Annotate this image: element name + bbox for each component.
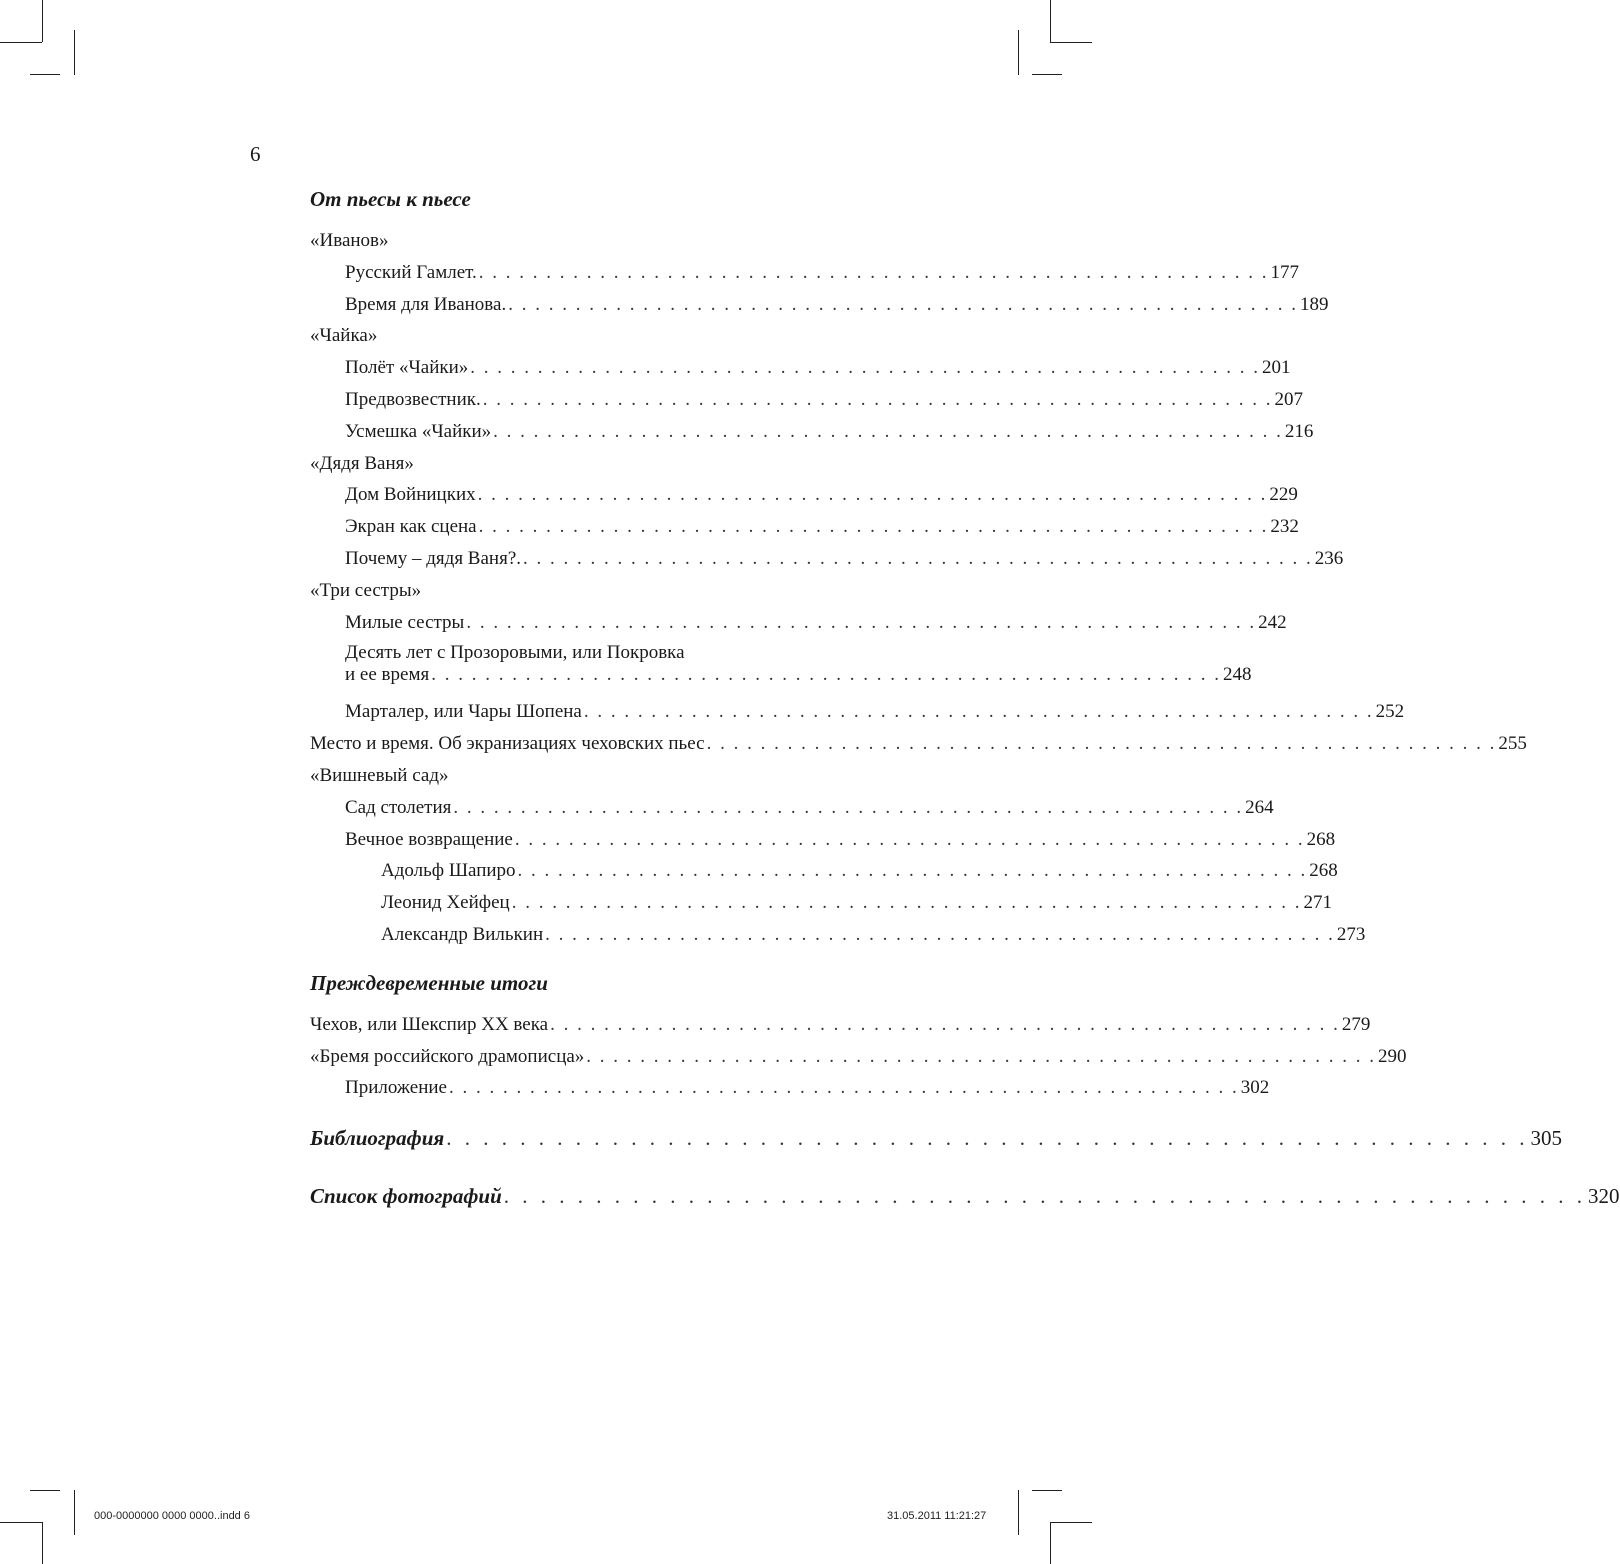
entry-title: «Бремя российского драмописца» bbox=[310, 1041, 584, 1073]
dot-leader: . . . . . . . . . . . . . . . . . . . . . . . . . . . . . . . . . . . . . . . . . . . . . . . . . . . . . . . . . . . bbox=[478, 261, 1269, 283]
entry-title: «Иванов» bbox=[310, 225, 389, 257]
section-entries bbox=[310, 1009, 1407, 1104]
toc-entry[interactable] bbox=[310, 824, 1336, 856]
entry-page: 177 bbox=[1271, 257, 1300, 289]
dot-leader: . . . . . . . . . . . . . . . . . . . . . . . . . . . . . . . . . . . . . . . . . . . . . . . . . . . . . . . . . . . bbox=[545, 923, 1335, 945]
entry-title: Милые сестры bbox=[345, 607, 464, 639]
toc-entry[interactable] bbox=[310, 543, 1344, 575]
crop-mark bbox=[1018, 1490, 1019, 1535]
crop-mark bbox=[1032, 1490, 1062, 1491]
toc-entry[interactable] bbox=[310, 887, 1332, 919]
entry-title: «Вишневый сад» bbox=[310, 760, 449, 792]
toc-entry-photo-list[interactable] bbox=[310, 1180, 1620, 1212]
crop-mark bbox=[30, 1490, 60, 1491]
entry-title: Усмешка «Чайки» bbox=[345, 416, 491, 448]
entry-page: 273 bbox=[1337, 919, 1366, 951]
dot-leader: . . . . . . . . . . . . . . . . . . . . . . . . . . . . . . . . . . . . . . . . . . . . . . . . . . . . . . . . . . . bbox=[453, 796, 1244, 818]
toc-entry[interactable] bbox=[310, 919, 1366, 951]
entry-title: Полёт «Чайки» bbox=[345, 352, 468, 384]
entry-page: 252 bbox=[1376, 696, 1405, 728]
dot-leader: . . . . . . . . . . . . . . . . . . . . . . . . . . . . . . . . . . . . . . . . . . . . . . . . . . . . . . . . . . . bbox=[470, 357, 1261, 379]
crop-mark bbox=[0, 1522, 42, 1523]
entry-title: «Дядя Ваня» bbox=[310, 448, 414, 480]
entry-page: 207 bbox=[1275, 384, 1304, 416]
entry-title: Почему – дядя Ваня?. bbox=[345, 543, 521, 575]
entry-title: и ее время bbox=[345, 664, 430, 686]
toc-entry[interactable] bbox=[310, 638, 1252, 696]
dot-leader: . . . . . . . . . . . . . . . . . . . . . . . . . . . . . . . . . . . . . . . . . . . . . . . . . . . . . . . . . . . bbox=[466, 611, 1257, 633]
entry-title: Марталер, или Чары Шопена bbox=[345, 696, 582, 728]
entry-title: Леонид Хейфец bbox=[381, 887, 510, 919]
toc-entry[interactable] bbox=[310, 607, 1287, 639]
toc-entry[interactable] bbox=[310, 320, 851, 352]
dot-leader: . . . . . . . . . . . . . . . . . . . . . . . . . . . . . . . . . . . . . . . . . . . . . . . . . . . . . . . . . . . bbox=[482, 388, 1273, 410]
toc-entry[interactable] bbox=[310, 1072, 1270, 1104]
crop-mark bbox=[74, 1490, 75, 1535]
dot-leader: . . . . . . . . . . . . . . . . . . . . . . . . . . . . . . . . . . . . . . . . . . . . . . . . . . . . . . . . . . . bbox=[514, 828, 1305, 850]
toc-entry[interactable] bbox=[310, 448, 851, 480]
dot-leader: . . . . . . . . . . . . . . . . . . . . . . . . . . . . . . . . . . . . . . . . . . . . . . . . . . . . . . . . . . . bbox=[586, 1045, 1377, 1067]
entry-page: 320 bbox=[1588, 1184, 1620, 1209]
toc-entry[interactable] bbox=[310, 479, 1298, 511]
crop-mark bbox=[1050, 1522, 1092, 1523]
entry-title: Библиография bbox=[310, 1126, 445, 1151]
toc-entry[interactable] bbox=[310, 1009, 1371, 1041]
section-title: От пьесы к пьесе bbox=[310, 187, 471, 211]
toc-entry[interactable] bbox=[310, 728, 1527, 760]
crop-mark bbox=[1018, 30, 1019, 75]
crop-mark bbox=[1050, 42, 1092, 43]
entry-title: «Три сестры» bbox=[310, 575, 421, 607]
entry-page: 268 bbox=[1307, 824, 1336, 856]
entry-page: 201 bbox=[1262, 352, 1291, 384]
entry-title: Вечное возвращение bbox=[345, 824, 513, 856]
dot-leader: . . . . . . . . . . . . . . . . . . . . . . . . . . . . . . . . . . . . . . . . . . . . . . . . . . . . . . . . . . . bbox=[477, 484, 1268, 506]
dot-leader: . . . . . . . . . . . . . . . . . . . . . . . . . . . . . . . . . . . . . . . . . . . . . . . . . . . . . . . . . . . bbox=[550, 1013, 1340, 1035]
toc-entry[interactable] bbox=[310, 352, 1291, 384]
entry-page: 236 bbox=[1315, 543, 1344, 575]
dot-leader: . . . . . . . . . . . . . . . . . . . . . . . . . . . . . . . . . . . . . . . . . . . . . . . . . . . . . . . . . . . bbox=[478, 516, 1269, 538]
dot-leader: . . . . . . . . . . . . . . . . . . . . . . . . . . . . . . . . . . . . . . . . . . . . . . . . . . . . . . . . . . . bbox=[493, 420, 1283, 442]
entry-title: Дом Войницких bbox=[345, 479, 476, 511]
toc-entry[interactable] bbox=[310, 855, 1338, 887]
entry-page: 248 bbox=[1222, 664, 1252, 686]
table-of-contents bbox=[310, 183, 1620, 1212]
entry-title: Русский Гамлет. bbox=[345, 257, 477, 289]
toc-entry[interactable] bbox=[310, 1041, 1407, 1073]
slug-filename: 000-0000000 0000 0000..indd 6 bbox=[94, 1510, 250, 1522]
entry-title: Чехов, или Шекспир XX века bbox=[310, 1009, 548, 1041]
entry-title: Десять лет с Прозоровыми, или Покровка bbox=[345, 642, 685, 664]
entry-title: Место и время. Об экранизациях чеховских пьес bbox=[310, 728, 705, 760]
entry-page: 242 bbox=[1258, 607, 1287, 639]
entry-page: 302 bbox=[1241, 1072, 1270, 1104]
dot-leader: . . . . . . . . . . . . . . . . . . . . . . . . . . . . . . . . . . . . . . . . . . . . . . . . . . . . . . . . . . . bbox=[446, 1126, 1529, 1151]
entry-title: Список фотографий bbox=[310, 1184, 502, 1209]
toc-entry[interactable] bbox=[310, 792, 1274, 824]
entry-title: Приложение bbox=[345, 1072, 447, 1104]
crop-mark bbox=[42, 1522, 43, 1564]
toc-entry[interactable] bbox=[310, 575, 851, 607]
dot-leader: . . . . . . . . . . . . . . . . . . . . . . . . . . . . . . . . . . . . . . . . . . . . . . . . . . . . . . . . . . . bbox=[706, 733, 1497, 755]
entry-page: 189 bbox=[1300, 289, 1329, 321]
crop-mark bbox=[0, 42, 42, 43]
entry-title: Сад столетия bbox=[345, 792, 451, 824]
entry-page: 229 bbox=[1269, 479, 1298, 511]
toc-entry[interactable] bbox=[310, 696, 1405, 728]
toc-entry[interactable] bbox=[310, 257, 1300, 289]
toc-entry[interactable] bbox=[310, 416, 1314, 448]
dot-leader: . . . . . . . . . . . . . . . . . . . . . . . . . . . . . . . . . . . . . . . . . . . . . . . . . . . . . . . . . . . bbox=[503, 1184, 1587, 1209]
toc-entry-bibliography[interactable] bbox=[310, 1122, 1562, 1154]
dot-leader: . . . . . . . . . . . . . . . . . . . . . . . . . . . . . . . . . . . . . . . . . . . . . . . . . . . . . . . . . . . bbox=[508, 293, 1298, 315]
crop-mark bbox=[42, 0, 43, 42]
entry-page: 279 bbox=[1342, 1009, 1371, 1041]
dot-leader: . . . . . . . . . . . . . . . . . . . . . . . . . . . . . . . . . . . . . . . . . . . . . . . . . . . . . . . . . . . bbox=[583, 701, 1374, 723]
entry-page: 290 bbox=[1378, 1041, 1407, 1073]
entry-title: Экран как сцена bbox=[345, 511, 477, 543]
toc-entry[interactable] bbox=[310, 760, 851, 792]
entry-title: Предвозвестник. bbox=[345, 384, 481, 416]
page-number: 6 bbox=[250, 142, 261, 166]
entry-title: Адольф Шапиро bbox=[381, 855, 516, 887]
entry-title: Александр Вилькин bbox=[381, 919, 543, 951]
crop-mark bbox=[74, 30, 75, 75]
section-entries bbox=[310, 225, 1527, 951]
dot-leader: . . . . . . . . . . . . . . . . . . . . . . . . . . . . . . . . . . . . . . . . . . . . . . . . . . . . . . . . . . . bbox=[511, 892, 1302, 914]
section-title: Преждевременные итоги bbox=[310, 970, 548, 995]
toc-entry[interactable] bbox=[310, 289, 1329, 321]
dot-leader: . . . . . . . . . . . . . . . . . . . . . . . . . . . . . . . . . . . . . . . . . . . . . . . . . . . . . . . . . . . bbox=[448, 1077, 1239, 1099]
entry-page: 255 bbox=[1498, 728, 1527, 760]
entry-page: 216 bbox=[1285, 416, 1314, 448]
crop-mark bbox=[1032, 74, 1062, 75]
dot-leader: . . . . . . . . . . . . . . . . . . . . . . . . . . . . . . . . . . . . . . . . . . . . . . . . . . . . . . . . . . . bbox=[517, 860, 1308, 882]
dot-leader: . . . . . . . . . . . . . . . . . . . . . . . . . . . . . . . . . . . . . . . . . . . . . . . . . . . . . . . . . . . bbox=[523, 547, 1313, 569]
entry-page: 271 bbox=[1303, 887, 1332, 919]
entry-page: 264 bbox=[1245, 792, 1274, 824]
crop-mark bbox=[1050, 1522, 1051, 1564]
entry-page: 232 bbox=[1270, 511, 1299, 543]
toc-entry[interactable] bbox=[310, 511, 1299, 543]
entry-title: Время для Иванова. bbox=[345, 289, 506, 321]
toc-entry[interactable] bbox=[310, 225, 851, 257]
crop-mark bbox=[30, 74, 60, 75]
entry-page: 305 bbox=[1530, 1126, 1562, 1151]
toc-entry[interactable] bbox=[310, 384, 1303, 416]
entry-title: «Чайка» bbox=[310, 320, 377, 352]
slug-datetime: 31.05.2011 11:21:27 bbox=[887, 1510, 987, 1522]
entry-page: 268 bbox=[1309, 855, 1338, 887]
dot-leader: . . . . . . . . . . . . . . . . . . . . . . . . . . . . . . . . . . . . . . . . . . . . . . . . . . . . . . . . . . . bbox=[431, 664, 1221, 686]
crop-mark bbox=[1050, 0, 1051, 42]
